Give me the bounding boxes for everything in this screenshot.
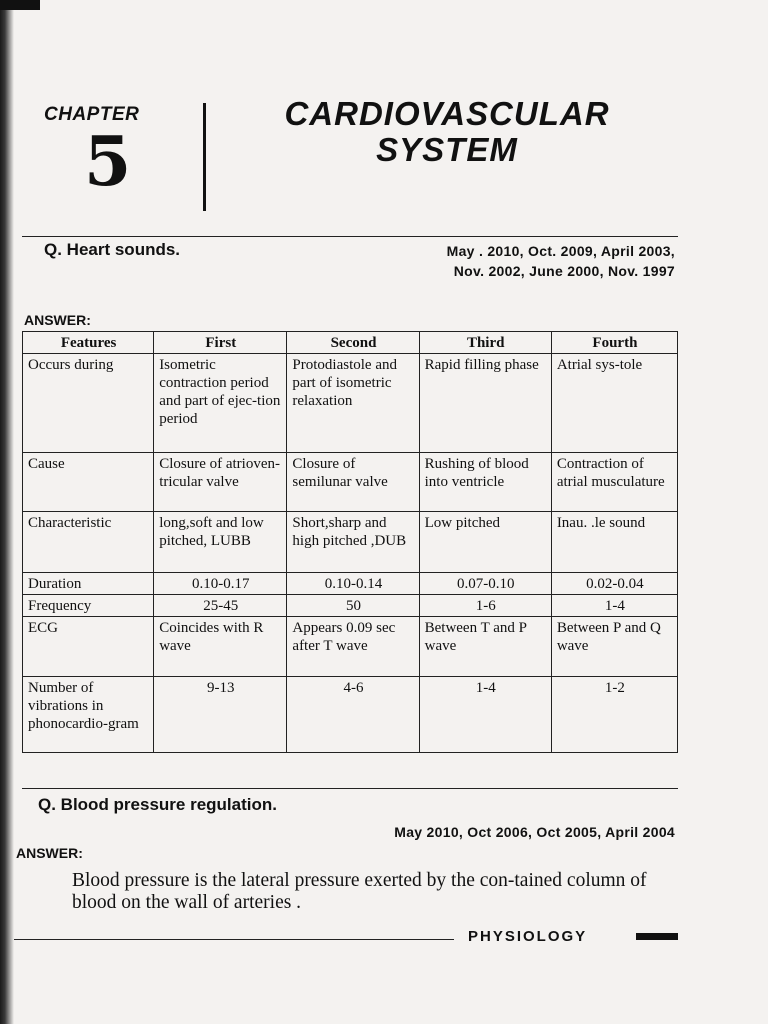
table-cell: 0.10-0.14	[287, 573, 419, 595]
page-binding-shadow	[0, 0, 14, 1024]
exam-dates: May 2010, Oct 2006, Oct 2005, April 2004	[394, 824, 675, 840]
table-cell: 4-6	[287, 677, 419, 753]
exam-dates-line1: May . 2010, Oct. 2009, April 2003,	[446, 243, 675, 259]
table-cell: long,soft and low pitched, LUBB	[154, 512, 287, 573]
page-corner-mark	[0, 0, 40, 10]
footer-subject: PHYSIOLOGY	[468, 928, 588, 945]
row-label: Characteristic	[23, 512, 154, 573]
chapter-number: 5	[84, 122, 132, 202]
table-cell: Atrial sys-tole	[551, 354, 677, 453]
table-cell: 9-13	[154, 677, 287, 753]
row-label: ECG	[23, 617, 154, 677]
header-third: Third	[419, 332, 551, 354]
exam-dates	[447, 241, 675, 281]
chapter-label: CHAPTER	[44, 104, 140, 125]
header-first: First	[154, 332, 287, 354]
table-cell: Low pitched	[419, 512, 551, 573]
table-cell: Between T and P wave	[419, 617, 551, 677]
chapter-title	[212, 96, 682, 168]
header-second: Second	[287, 332, 419, 354]
table-cell: 1-2	[551, 677, 677, 753]
table-cell: Rapid filling phase	[419, 354, 551, 453]
table-cell: Contraction of atrial musculature	[551, 453, 677, 512]
table-cell: 50	[287, 595, 419, 617]
table-cell: Coincides with R wave	[154, 617, 287, 677]
row-label: Duration	[23, 573, 154, 595]
table-cell: 0.07-0.10	[419, 573, 551, 595]
table-row	[23, 453, 678, 512]
table-row	[23, 573, 678, 595]
question-title: Q. Blood pressure regulation.	[38, 795, 277, 814]
question-title: Q. Heart sounds.	[44, 240, 181, 259]
table-cell: Appears 0.09 sec after T wave	[287, 617, 419, 677]
table-cell: 1-4	[551, 595, 677, 617]
row-label: Cause	[23, 453, 154, 512]
section-rule	[22, 788, 678, 789]
table-row	[23, 595, 678, 617]
table-cell: 1-4	[419, 677, 551, 753]
section-rule	[22, 236, 678, 237]
footer-rule	[14, 939, 454, 940]
table-cell: Short,sharp and high pitched ,DUB	[287, 512, 419, 573]
table-cell: Rushing of blood into ventricle	[419, 453, 551, 512]
table-cell: Closure of semilunar valve	[287, 453, 419, 512]
table-row	[23, 677, 678, 753]
table-cell: Protodiastole and part of isometric relaxation	[287, 354, 419, 453]
table-cell: 25-45	[154, 595, 287, 617]
table-row	[23, 617, 678, 677]
row-label: Occurs during	[23, 354, 154, 453]
table-cell: 0.10-0.17	[154, 573, 287, 595]
row-label: Frequency	[23, 595, 154, 617]
chapter-divider	[203, 103, 206, 211]
table-cell: 1-6	[419, 595, 551, 617]
chapter-title-line1: CARDIOVASCULAR	[284, 95, 610, 132]
table-header-row	[23, 332, 678, 354]
row-label: Number of vibrations in phonocardio-gram	[23, 677, 154, 753]
chapter-title-line2: SYSTEM	[376, 131, 518, 168]
exam-dates-line2: Nov. 2002, June 2000, Nov. 1997	[453, 263, 675, 279]
table-cell: Isometric contraction period and part of ejec-tion period	[154, 354, 287, 453]
header-features: Features	[23, 332, 154, 354]
heart-sounds-table	[22, 331, 678, 753]
table-row	[23, 354, 678, 453]
table-cell: Inau. .le sound	[551, 512, 677, 573]
answer-label: ANSWER:	[24, 312, 91, 328]
answer-label: ANSWER:	[16, 845, 83, 861]
table-cell: Closure of atrioven-tricular valve	[154, 453, 287, 512]
table-row	[23, 512, 678, 573]
table-cell: 0.02-0.04	[551, 573, 677, 595]
header-fourth: Fourth	[551, 332, 677, 354]
footer-bar	[636, 933, 678, 940]
answer-text: Blood pressure is the lateral pressure exerted by the con-tained column of blood on the wall of arteries .	[72, 870, 647, 913]
table-cell: Between P and Q wave	[551, 617, 677, 677]
